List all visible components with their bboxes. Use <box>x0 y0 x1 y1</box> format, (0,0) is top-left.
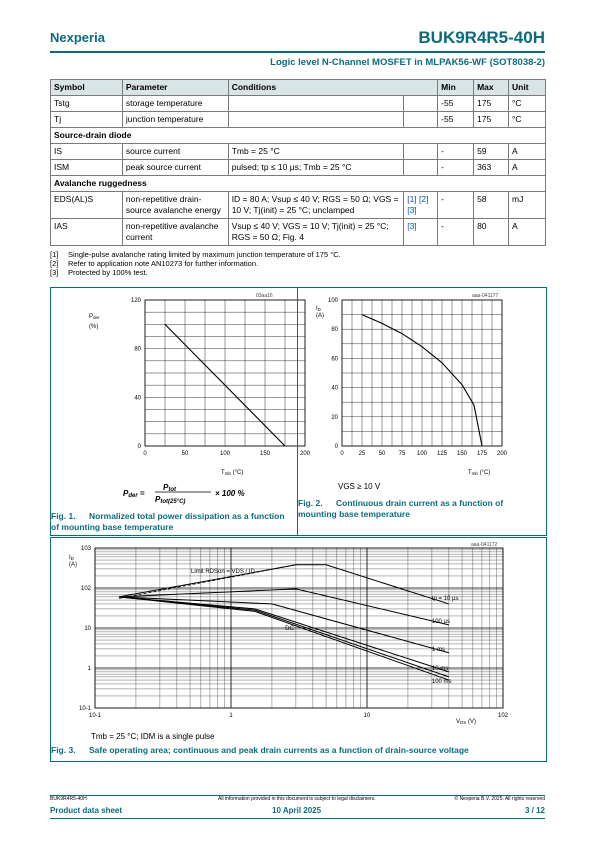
cell-ref <box>404 112 438 128</box>
cell-parameter: storage temperature <box>122 96 228 112</box>
cell-symbol: IAS <box>51 219 123 246</box>
footer-disclaimer: All information provided in this document is subject to legal disclaimers. <box>218 796 376 802</box>
footer-copyright: © Nexperia B.V. 2025. All rights reserved <box>454 796 545 802</box>
x-axis-label: Tmb (°C) <box>468 470 491 476</box>
y-tick-label: 1 <box>87 666 91 672</box>
cell-min: -55 <box>438 96 474 112</box>
y-axis-label: ID <box>316 306 321 312</box>
rdson-limit-label: Limit RDSon = VDS / ID <box>191 569 255 575</box>
derating-formula <box>123 483 245 505</box>
x-tick-label: 125 <box>436 451 448 457</box>
cell-symbol: Tj <box>51 112 123 128</box>
cell-ref <box>404 144 438 160</box>
cell-min: - <box>438 192 474 219</box>
x-tick-label: 100 <box>416 451 428 457</box>
series-label: DC <box>285 625 294 632</box>
table-notes <box>50 250 341 277</box>
safe-operating-area-chart <box>51 538 546 741</box>
figure-code: 03aa16 <box>256 293 273 299</box>
x-tick-label: 50 <box>181 451 189 457</box>
cell-symbol: Tstg <box>51 96 123 112</box>
cell-max: 175 <box>474 96 509 112</box>
series-label: 1 ms <box>431 646 445 653</box>
gate-voltage-condition: VGS ≥ 10 V <box>338 482 381 491</box>
cell-unit: °C <box>509 112 546 128</box>
cell-max: 363 <box>474 160 509 176</box>
cell-max: 59 <box>474 144 509 160</box>
table-row <box>51 160 546 176</box>
y-tick-label: 120 <box>130 298 141 304</box>
col-conditions: Conditions <box>228 80 437 96</box>
cell-unit: A <box>509 144 546 160</box>
y-tick-label: 0 <box>137 444 141 450</box>
note-item: [2] Refer to application note AN10273 for further information. <box>50 259 259 268</box>
cell-conditions: Vsup ≤ 40 V; VGS = 10 V; Tj(init) = 25 °C; RGS = 50 Ω; Fig. 4 <box>228 219 404 246</box>
series-line <box>119 597 449 680</box>
footer-bottom-rule <box>50 818 545 819</box>
cell-max: 58 <box>474 192 509 219</box>
x-tick-label: 100 <box>219 451 231 457</box>
table-header-row <box>51 80 546 96</box>
x-tick-label: 50 <box>378 451 386 457</box>
y-tick-label: 0 <box>334 444 338 450</box>
cell-conditions: ID = 80 A; Vsup ≤ 40 V; RGS = 50 Ω; VGS = 10 V; Tj(init) = 25 °C; unclamped <box>228 192 404 219</box>
series-label: 10 ms <box>431 665 449 672</box>
cell-parameter: non-repetitive avalanche current <box>122 219 228 246</box>
table-row <box>51 144 546 160</box>
x-tick-label: 75 <box>398 451 406 457</box>
brand-name: Nexperia <box>50 30 105 45</box>
col-min: Min <box>438 80 474 96</box>
part-number: BUK9R4R5-40H <box>418 28 545 47</box>
document-subtitle: Logic level N-Channel MOSFET in MLPAK56-WF (SOT8038-2) <box>270 57 545 68</box>
cell-parameter: peak source current <box>122 160 228 176</box>
cell-symbol: EDS(AL)S <box>51 192 123 219</box>
y-tick-label: 20 <box>331 414 338 421</box>
col-parameter: Parameter <box>122 80 228 96</box>
note-reference-link[interactable]: [1] [2] [3] <box>404 192 438 219</box>
x-tick-label: 0 <box>143 451 147 457</box>
y-tick-label: 40 <box>134 395 141 402</box>
series-line <box>119 565 449 604</box>
figure-code: aaa-041177 <box>472 293 499 299</box>
cell-min: - <box>438 144 474 160</box>
cell-parameter: source current <box>122 144 228 160</box>
cell-ref <box>404 160 438 176</box>
y-axis-unit: (%) <box>89 324 99 330</box>
series-label: 100 ms <box>431 678 452 685</box>
y-axis-label: Pder <box>89 314 100 320</box>
x-tick-label: 200 <box>299 451 311 457</box>
section-title: Avalanche ruggedness <box>51 176 546 192</box>
table-row <box>51 96 546 112</box>
cell-conditions <box>228 96 404 112</box>
svg-text:Ptot: Ptot <box>163 483 177 493</box>
y-tick-label: 80 <box>331 327 338 334</box>
y-tick-label: 102 <box>80 586 91 592</box>
svg-text:Ptot(25°C): Ptot(25°C) <box>155 495 186 505</box>
col-unit: Unit <box>509 80 546 96</box>
cell-min: -55 <box>438 112 474 128</box>
x-tick-label: 150 <box>259 451 271 457</box>
drain-current-chart <box>298 288 546 498</box>
x-tick-label: 102 <box>497 713 509 719</box>
section-title: Source-drain diode <box>51 128 546 144</box>
y-axis-label: ID <box>69 555 74 561</box>
figure-code: aaa-041172 <box>471 542 498 548</box>
y-tick-label: 40 <box>331 385 338 392</box>
footer-date: 10 April 2025 <box>272 806 322 815</box>
table-section-row <box>51 176 546 192</box>
y-tick-label: 100 <box>327 298 338 304</box>
series-line <box>119 597 449 672</box>
figure-3-caption: Fig. 3. Safe operating area; continuous and peak drain currents as a function of drain-source voltage <box>51 745 469 755</box>
col-symbol: Symbol <box>51 80 123 96</box>
table-row <box>51 219 546 246</box>
x-tick-label: 10-1 <box>88 713 102 719</box>
y-tick-label: 10-1 <box>78 706 91 712</box>
cell-unit: mJ <box>509 192 546 219</box>
power-derating-chart <box>51 288 311 505</box>
series-label: tp = 10 µs <box>431 596 459 603</box>
figure-2-caption: Fig. 2. Continuous drain current as a function of mounting base temperature <box>298 498 504 519</box>
x-axis-label: VDS (V) <box>456 719 476 725</box>
series-label: 100 µs <box>431 618 451 625</box>
x-tick-label: 175 <box>476 451 488 457</box>
cell-parameter: junction temperature <box>122 112 228 128</box>
y-tick-label: 80 <box>134 346 141 353</box>
x-axis-label: Tmb (°C) <box>221 470 244 476</box>
limiting-values-table <box>50 79 546 246</box>
cell-symbol: IS <box>51 144 123 160</box>
header-rule <box>50 51 545 53</box>
cell-conditions <box>228 112 404 128</box>
x-tick-label: 25 <box>358 451 366 457</box>
cell-min: - <box>438 160 474 176</box>
y-tick-label: 10 <box>84 626 91 632</box>
svg-text:Pder =: Pder = <box>123 489 145 499</box>
cell-parameter: non-repetitive drain-source avalanche energy <box>122 192 228 219</box>
table-section-row <box>51 128 546 144</box>
y-tick-label: 103 <box>80 546 91 552</box>
col-max: Max <box>474 80 509 96</box>
footer-doc-id: BUK9R4R5-40H <box>50 796 87 802</box>
y-tick-label: 60 <box>331 356 338 363</box>
footer-page-number: 3 / 12 <box>524 806 545 815</box>
y-axis-unit: (A) <box>316 313 324 319</box>
figure-1-caption: Fig. 1. Normalized total power dissipation as a function of mounting base temperature <box>51 511 285 532</box>
y-axis-unit: (A) <box>69 562 77 568</box>
footer-doc-type: Product data sheet <box>50 806 123 815</box>
table-row <box>51 112 546 128</box>
cell-unit: A <box>509 219 546 246</box>
test-condition: Tmb = 25 °C; IDM is a single pulse <box>91 732 215 741</box>
x-tick-label: 10 <box>363 713 371 719</box>
x-tick-label: 200 <box>496 451 508 457</box>
cell-unit: °C <box>509 96 546 112</box>
cell-min: - <box>438 219 474 246</box>
series-line <box>119 597 449 653</box>
cell-conditions: pulsed; tp ≤ 10 µs; Tmb = 25 °C <box>228 160 404 176</box>
x-tick-label: 0 <box>340 451 344 457</box>
note-item: [3] Protected by 100% test. <box>50 268 148 277</box>
table-row <box>51 192 546 219</box>
figure-2 <box>297 287 547 536</box>
x-tick-label: 1 <box>229 713 233 719</box>
cell-symbol: ISM <box>51 160 123 176</box>
x-tick-label: 150 <box>456 451 468 457</box>
cell-ref <box>404 96 438 112</box>
svg-text:× 100 %: × 100 % <box>215 489 245 498</box>
cell-max: 80 <box>474 219 509 246</box>
cell-unit: A <box>509 160 546 176</box>
cell-max: 175 <box>474 112 509 128</box>
cell-conditions: Tmb = 25 °C <box>228 144 404 160</box>
note-reference-link[interactable]: [3] <box>404 219 438 246</box>
figure-3 <box>50 537 547 762</box>
note-item: [1] Single-pulse avalanche rating limited by maximum junction temperature of 175 °C. <box>50 250 341 259</box>
figure-1 <box>50 287 311 536</box>
